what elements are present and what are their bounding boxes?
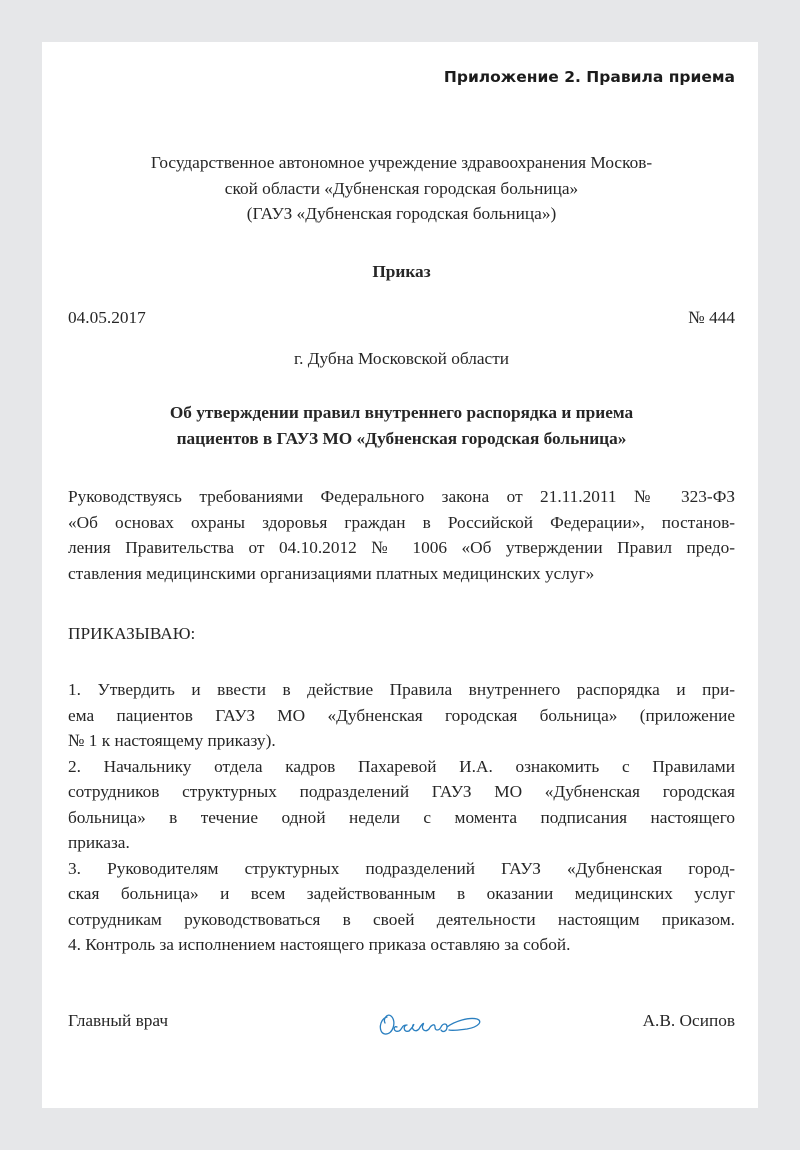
basis-line: ления Правительства от 04.10.2012 № 1006 «Об утверждении Правил предо-	[68, 538, 735, 557]
signature-row	[68, 1009, 735, 1049]
item-line: сотрудников структурных подразделений ГАУЗ МО «Дубненская городская	[68, 782, 735, 801]
document-subject	[68, 400, 735, 452]
item-line: приказа.	[68, 833, 130, 852]
basis-line: Руководствуясь требованиями Федерального закона от 21.11.2011 № 323-ФЗ	[68, 487, 735, 506]
basis-paragraph	[68, 484, 735, 586]
organization-line: Государственное автономное учреждение здравоохранения Москов-	[150, 153, 653, 172]
subject-line: Об утверждении правил внутреннего распорядка и приема	[169, 403, 634, 422]
signer-role: Главный врач	[68, 1011, 169, 1030]
organization-abbreviation: (ГАУЗ «Дубненская городская больница»)	[246, 204, 557, 223]
basis-line: «Об основах охраны здоровья граждан в Российской Федерации», постанов-	[68, 512, 735, 532]
item-line: 4. Контроль за исполнением настоящего приказа оставляю за собой.	[68, 935, 571, 954]
organization-line: ской области «Дубненская городская больница»	[224, 178, 579, 198]
document-title: Приказ	[372, 262, 431, 281]
item-line: 3. Руководителям структурных подразделений ГАУЗ «Дубненская город-	[68, 858, 735, 878]
item-line: 1. Утвердить и ввести в действие Правила внутреннего распорядка и при-	[68, 680, 735, 699]
order-word: ПРИКАЗЫВАЮ:	[68, 624, 196, 643]
document-number: № 444	[688, 308, 735, 327]
basis-line: ставления медицинскими организациями платных медицинских услуг»	[68, 563, 595, 583]
document-page	[42, 42, 758, 1108]
subject-line: пациентов в ГАУЗ МО «Дубненская городская больница»	[176, 429, 627, 448]
date-number-row	[68, 306, 735, 330]
organization-name	[68, 150, 735, 227]
handwritten-signature-icon	[373, 1003, 493, 1043]
order-items	[68, 677, 735, 958]
item-line: № 1 к настоящему приказу).	[68, 731, 276, 750]
item-line: ема пациентов ГАУЗ МО «Дубненская городская больница» (приложение	[68, 705, 735, 725]
item-line: 2. Начальнику отдела кадров Пахаревой И.А. ознакомить с Правилами	[68, 756, 735, 776]
item-line: сотрудникам руководствоваться в своей деятельности настоящим приказом.	[68, 909, 735, 929]
appendix-label: Приложение 2. Правила приема	[443, 68, 735, 86]
signature-strokes	[380, 1015, 479, 1034]
signer-name: А.В. Осипов	[642, 1011, 735, 1030]
document-date: 04.05.2017	[68, 308, 146, 327]
item-line: ская больница» и всем задействованным в оказании медицинских услуг	[68, 884, 735, 903]
item-line: больница» в течение одной недели с момента подписания настоящего	[68, 807, 735, 827]
document-city: г. Дубна Московской области	[293, 349, 510, 368]
